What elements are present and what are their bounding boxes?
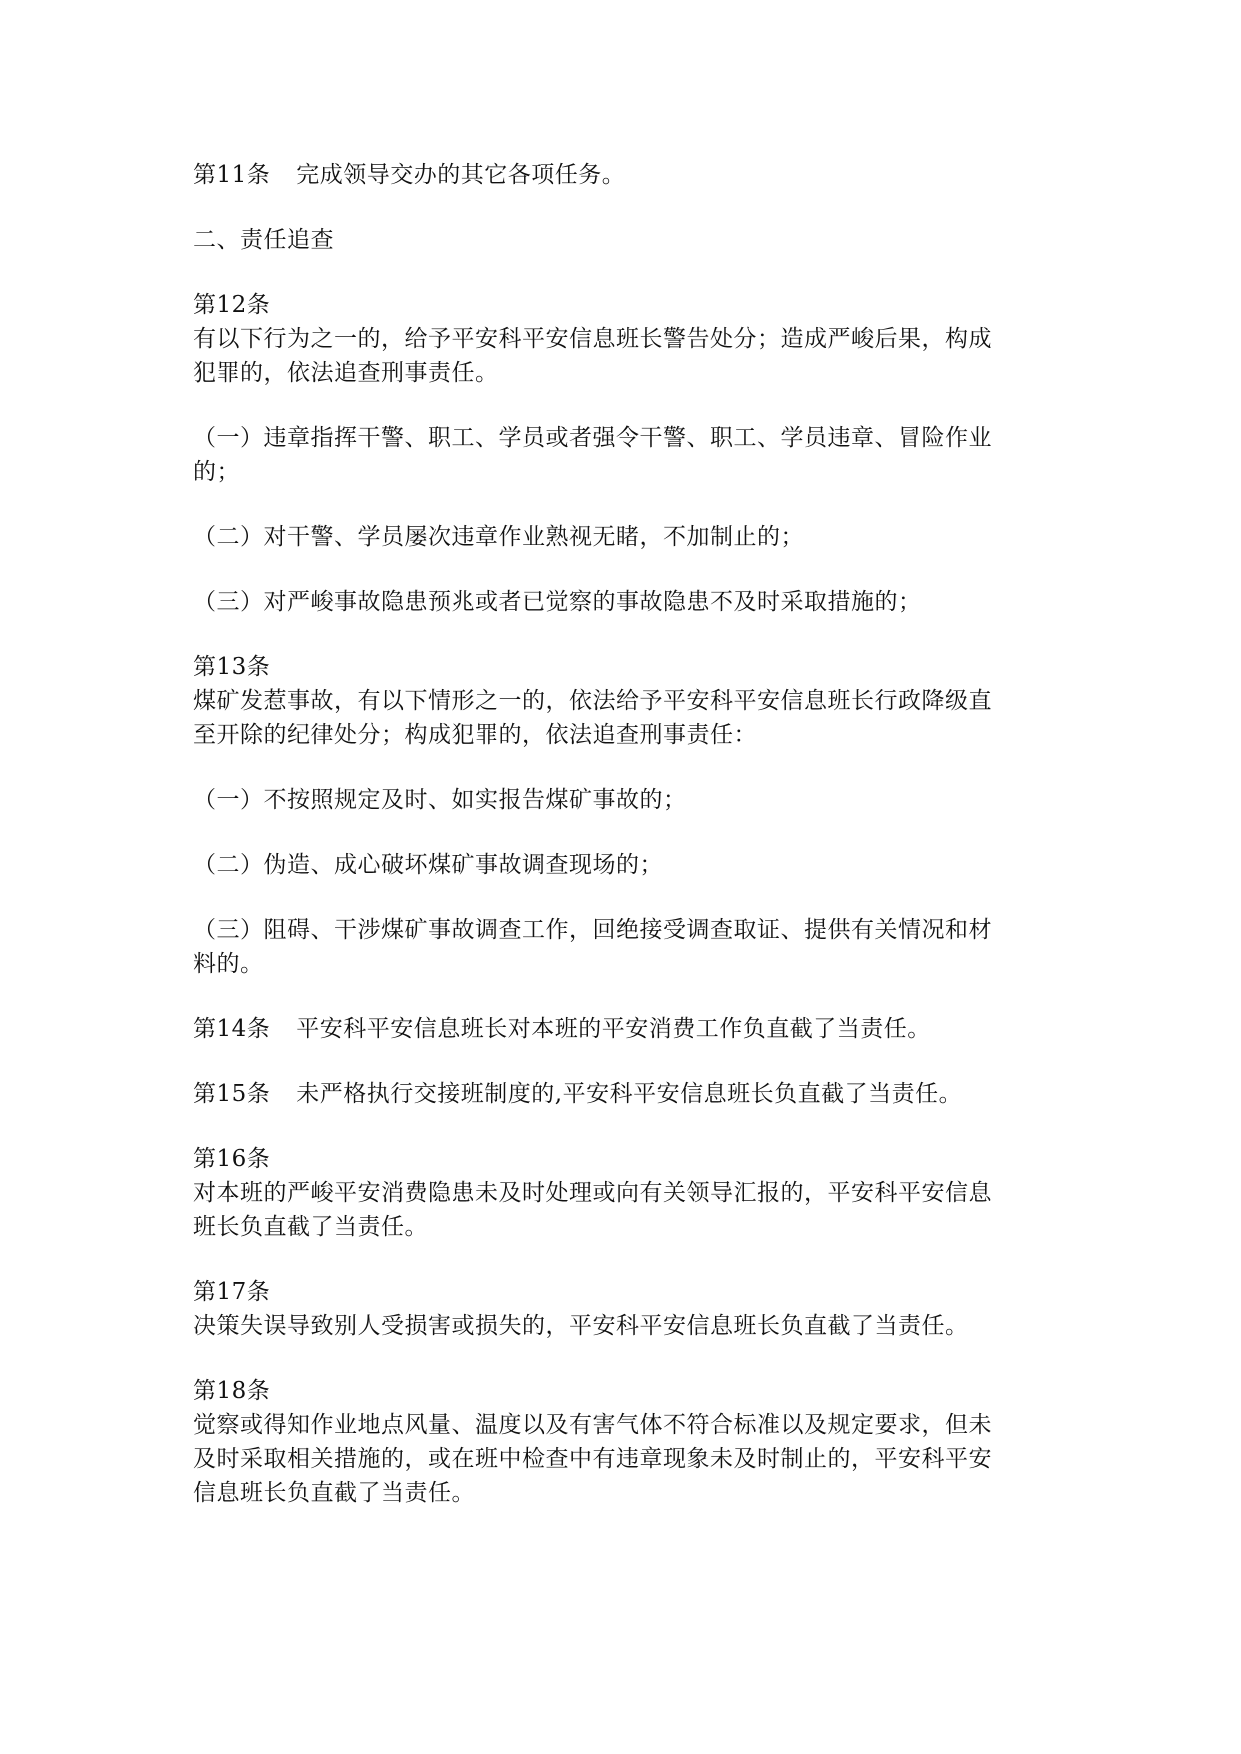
article-number: 第18条 <box>193 1378 271 1404</box>
article-15 <box>193 1077 1053 1111</box>
article-number: 第17条 <box>193 1279 271 1305</box>
article-12 <box>193 288 1053 390</box>
list-item <box>193 913 1053 981</box>
article-number: 第14条 <box>193 1016 271 1042</box>
article-text-line: 班长负直截了当责任。 <box>193 1214 428 1240</box>
article-number: 第16条 <box>193 1146 271 1172</box>
section-title: 二、责任追查 <box>193 227 334 253</box>
list-item-line: （二）对干警、学员屡次违章作业熟视无睹，不加制止的； <box>193 524 804 550</box>
article-text: 完成领导交办的其它各项任务。 <box>296 162 626 188</box>
article-18 <box>193 1374 1053 1510</box>
list-item <box>193 783 1053 817</box>
article-text-line: 犯罪的，依法追查刑事责任。 <box>193 360 499 386</box>
article-text-line: 决策失误导致别人受损害或损失的，平安科平安信息班长负直截了当责任。 <box>193 1313 969 1339</box>
list-item-line: 的； <box>193 459 240 485</box>
list-item-line: 料的。 <box>193 951 264 977</box>
article-text-line: 煤矿发惹事故，有以下情形之一的，依法给予平安科平安信息班长行政降级直 <box>193 688 992 714</box>
list-item <box>193 848 1053 882</box>
article-number: 第13条 <box>193 654 271 680</box>
list-item-line: （一）不按照规定及时、如实报告煤矿事故的； <box>193 787 687 813</box>
article-text-line: 至开除的纪律处分；构成犯罪的，依法追查刑事责任： <box>193 722 757 748</box>
document-body <box>193 158 1053 1541</box>
article-text: 平安科平安信息班长对本班的平安消费工作负直截了当责任。 <box>296 1016 931 1042</box>
list-item-line: （三）阻碍、干涉煤矿事故调查工作，回绝接受调查取证、提供有关情况和材 <box>193 917 992 943</box>
article-14 <box>193 1012 1053 1046</box>
article-16 <box>193 1142 1053 1244</box>
article-text-line: 对本班的严峻平安消费隐患未及时处理或向有关领导汇报的，平安科平安信息 <box>193 1180 992 1206</box>
article-text: 未严格执行交接班制度的,平安科平安信息班长负直截了当责任。 <box>296 1081 963 1107</box>
article-text-line: 及时采取相关措施的，或在班中检查中有违章现象未及时制止的，平安科平安 <box>193 1446 992 1472</box>
list-item-line: （一）违章指挥干警、职工、学员或者强令干警、职工、学员违章、冒险作业 <box>193 425 992 451</box>
list-item <box>193 421 1053 489</box>
section-heading <box>193 223 1053 257</box>
article-text-line: 觉察或得知作业地点风量、温度以及有害气体不符合标准以及规定要求，但未 <box>193 1412 992 1438</box>
list-item <box>193 520 1053 554</box>
article-number: 第12条 <box>193 292 271 318</box>
list-item <box>193 585 1053 619</box>
article-13 <box>193 650 1053 752</box>
article-number: 第15条 <box>193 1081 271 1107</box>
article-17 <box>193 1275 1053 1343</box>
list-item-line: （三）对严峻事故隐患预兆或者已觉察的事故隐患不及时采取措施的； <box>193 589 922 615</box>
list-item-line: （二）伪造、成心破坏煤矿事故调查现场的； <box>193 852 663 878</box>
article-number: 第11条 <box>193 162 271 188</box>
article-11 <box>193 158 1053 192</box>
article-text-line: 信息班长负直截了当责任。 <box>193 1480 475 1506</box>
article-text-line: 有以下行为之一的，给予平安科平安信息班长警告处分；造成严峻后果，构成 <box>193 326 992 352</box>
